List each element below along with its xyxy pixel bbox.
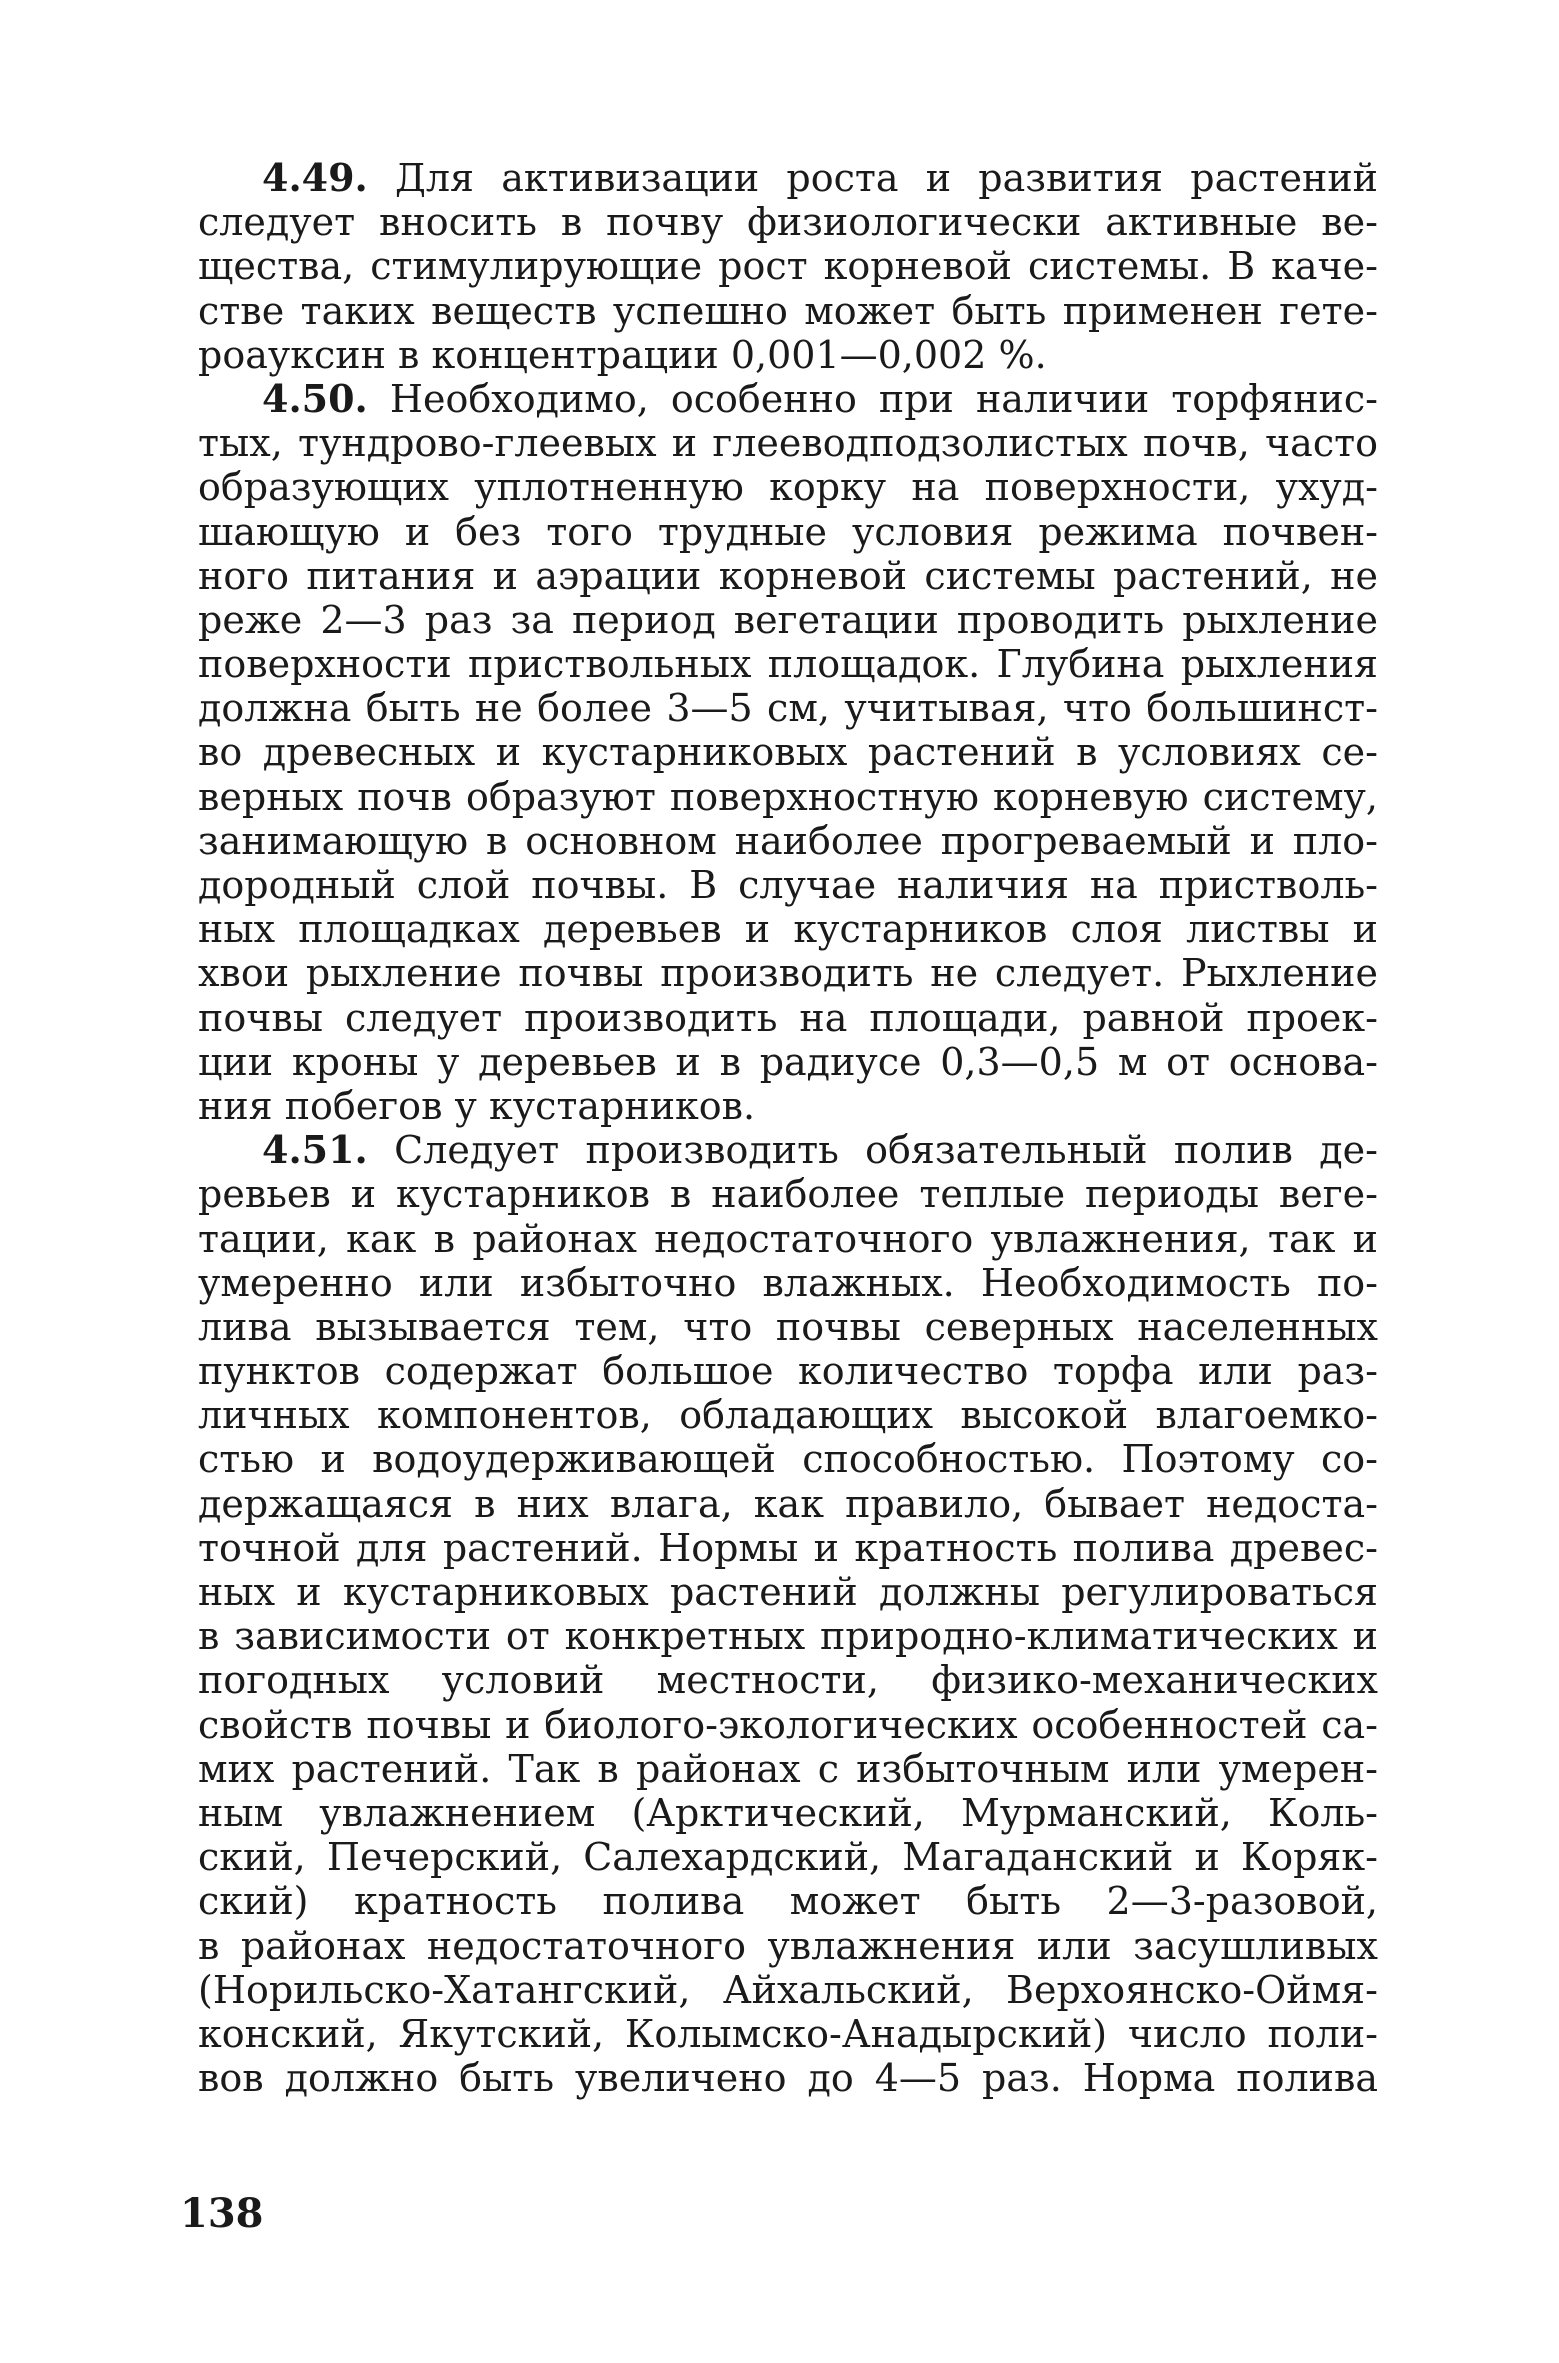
text-line: личных компонентов, обладающих высокой влагоемко- (198, 1393, 1378, 1438)
text-line: почвы следует производить на площади, равной проек- (198, 995, 1378, 1040)
text-line: стве таких веществ успешно может быть применен гете- (198, 288, 1378, 333)
text-line: точной для растений. Нормы и кратность полива древес- (198, 1525, 1378, 1570)
text-line: образующих уплотненную корку на поверхности, ухуд- (198, 465, 1378, 510)
text-line: в районах недостаточного увлажнения или засушливых (198, 1923, 1378, 1968)
text-line: держащаяся в них влага, как правило, бывает недоста- (198, 1481, 1378, 1526)
text-line: ного питания и аэрации корневой системы растений, не (198, 553, 1378, 598)
text-line: тых, тундрово-глеевых и глееводподзолистых почв, часто (198, 421, 1378, 466)
text-line: дородный слой почвы. В случае наличия на пристволь- (198, 863, 1378, 907)
text-line: ния побегов у кустарников. (198, 1083, 756, 1128)
text-line: верных почв образуют поверхностную корневую систему, (198, 774, 1378, 819)
text-line: лива вызывается тем, что почвы северных населенных (198, 1304, 1378, 1349)
text-line: 4.49. Для активизации роста и развития растений (262, 155, 1378, 200)
text-line: роауксин в концентрации 0,001—0,002 %. (198, 332, 1047, 377)
text-line: ных площадках деревьев и кустарников слоя листвы и (198, 907, 1378, 952)
paragraph-4-51 (198, 1128, 1378, 2100)
text-line: щества, стимулирующие рост корневой системы. В каче- (198, 244, 1378, 289)
text-line: ным увлажнением (Арктический, Мурманский, Коль- (198, 1790, 1378, 1835)
section-number: 4.49. (262, 155, 368, 200)
text-line: следует вносить в почву физиологически активные ве- (198, 200, 1378, 245)
text-line: должна быть не более 3—5 см, учитывая, что большинст- (198, 686, 1378, 731)
text-line: ных и кустарниковых растений должны регулироваться (198, 1570, 1378, 1614)
page-number: 138 (180, 2190, 264, 2237)
text-line: (Норильско-Хатангский, Айхальский, Верхоянско-Оймя- (198, 1967, 1378, 2012)
text-line: стью и водоудерживающей способностью. Поэтому со- (198, 1437, 1378, 1482)
paragraph-4-49 (198, 156, 1378, 377)
text-line: конский, Якутский, Колымско-Анадырский) число поли- (198, 2011, 1378, 2056)
body-text (198, 156, 1378, 2100)
text-line: тации, как в районах недостаточного увлажнения, так и (198, 1216, 1378, 1261)
text-line: ции кроны у деревьев и в радиусе 0,3—0,5 м от основа- (198, 1039, 1378, 1084)
text-line: погодных условий местности, физико-механических (198, 1658, 1378, 1703)
text-line: ский) кратность полива может быть 2—3-разовой, (198, 1879, 1378, 1924)
text-line: занимающую в основном наиболее прогреваемый и пло- (198, 818, 1378, 863)
text-line: свойств почвы и биолого-экологических особенностей са- (198, 1702, 1378, 1747)
text-line: 4.50. Необходимо, особенно при наличии торфянис- (262, 375, 1378, 421)
text-line: мих растений. Так в районах с избыточным или умерен- (198, 1746, 1378, 1791)
text-line: ский, Печерский, Салехардский, Магаданский и Коряк- (198, 1835, 1378, 1880)
text-line: в зависимости от конкретных природно-климатических и (198, 1614, 1378, 1659)
text-line: шающую и без того трудные условия режима почвен- (198, 509, 1378, 554)
section-number: 4.51. (262, 1127, 368, 1173)
text-line: хвои рыхление почвы производить не следует. Рыхление (198, 951, 1378, 996)
text-line: 4.51. Следует производить обязательный полив де- (262, 1127, 1378, 1173)
text-line: вов должно быть увеличено до 4—5 раз. Норма полива (198, 2056, 1378, 2101)
text-line: реже 2—3 раз за период вегетации проводить рыхление (198, 597, 1378, 642)
text-line: пунктов содержат большое количество торфа или раз- (198, 1349, 1378, 1394)
text-line: во древесных и кустарниковых растений в условиях се- (198, 730, 1378, 775)
text-line: ревьев и кустарников в наиболее теплые периоды веге- (198, 1172, 1378, 1217)
section-number: 4.50. (262, 375, 368, 421)
paragraph-4-50 (198, 377, 1378, 1128)
text-line: умеренно или избыточно влажных. Необходимость по- (198, 1260, 1378, 1305)
text-line: поверхности приствольных площадок. Глубина рыхления (198, 642, 1378, 687)
